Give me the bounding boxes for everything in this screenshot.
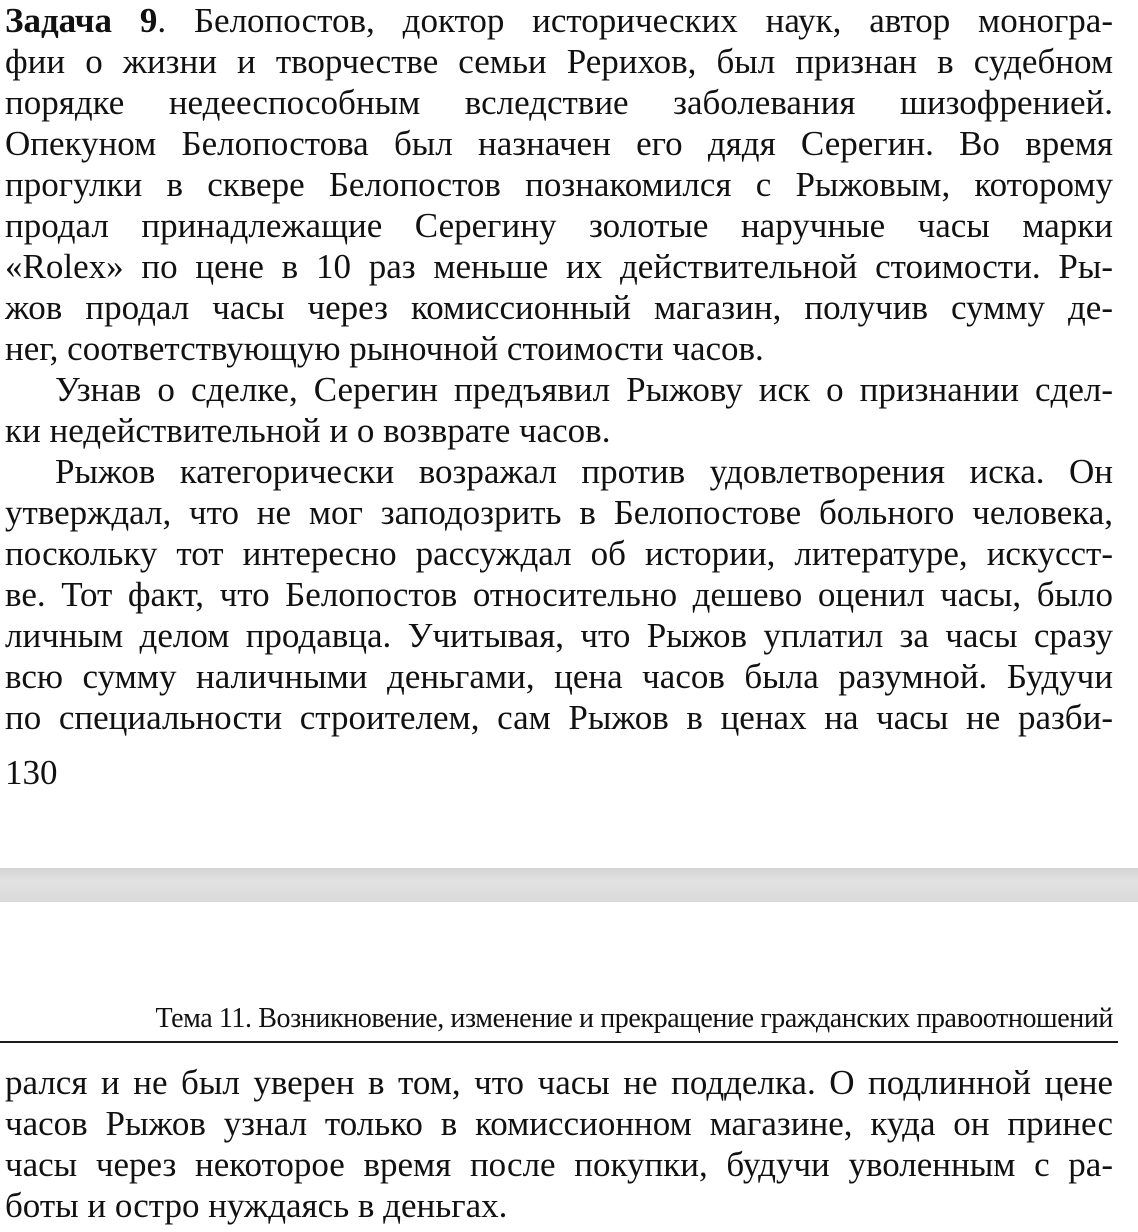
text-line: продал принадлежащие Серегину золотые наручные часы марки [5,206,1113,245]
text-line: личным делом продавца. Учитывая, что Рыжов уплатил за часы сразу [5,616,1113,655]
text-line: Рыжов категорически возражал против удовлетворения иска. Он [55,452,1113,491]
task-label: Задача 9 [5,1,158,40]
text-line: порядке недееспособным вследствие заболевания шизофренией. [5,83,1113,122]
text-line: ки недействительной и о возврате часов. [5,411,611,450]
text-line-content: . Белопостов, доктор исторических наук, автор моногра- [157,1,1113,40]
text-line: часы через некоторое время после покупки, будучи уволенным с ра- [5,1145,1113,1184]
text-line: часов Рыжов узнал только в комиссионном магазине, куда он принес [5,1104,1113,1143]
text-line: «Rolex» по цене в 10 раз меньше их действительной стоимости. Ры- [5,247,1113,286]
text-line: поскольку тот интересно рассуждал об истории, литературе, искусст- [5,534,1113,573]
page-separator [0,868,1138,902]
text-line: фии о жизни и творчестве семьи Рерихов, был признан в судебном [5,42,1113,81]
text-line [5,0,1113,41]
text-line: по специальности строителем, сам Рыжов в ценах на часы не разби- [5,698,1113,737]
text-line: всю сумму наличными деньгами, цена часов была разумной. Будучи [5,657,1113,696]
text-line: Опекуном Белопостова был назначен его дядя Серегин. Во время [5,124,1113,163]
running-head: Тема 11. Возникновение, изменение и прекращение гражданских правоотношений [155,1003,1113,1034]
header-rule [0,1041,1118,1043]
text-line: прогулки в сквере Белопостов познакомился с Рыжовым, которому [5,165,1113,204]
text-line: утверждал, что не мог заподозрить в Белопостове больного человека, [5,493,1113,532]
text-line: ве. Тот факт, что Белопостов относительно дешево оценил часы, было [5,575,1113,614]
page-number: 130 [5,753,58,792]
text-line: нег, соответствующую рыночной стоимости часов. [5,329,764,368]
text-line: жов продал часы через комиссионный магазин, получив сумму де- [5,288,1113,327]
text-line: Узнав о сделке, Серегин предъявил Рыжову иск о признании сдел- [55,370,1113,409]
text-line: боты и остро нуждаясь в деньгах. [5,1186,508,1225]
text-line: рался и не был уверен в том, что часы не подделка. О подлинной цене [5,1063,1113,1102]
